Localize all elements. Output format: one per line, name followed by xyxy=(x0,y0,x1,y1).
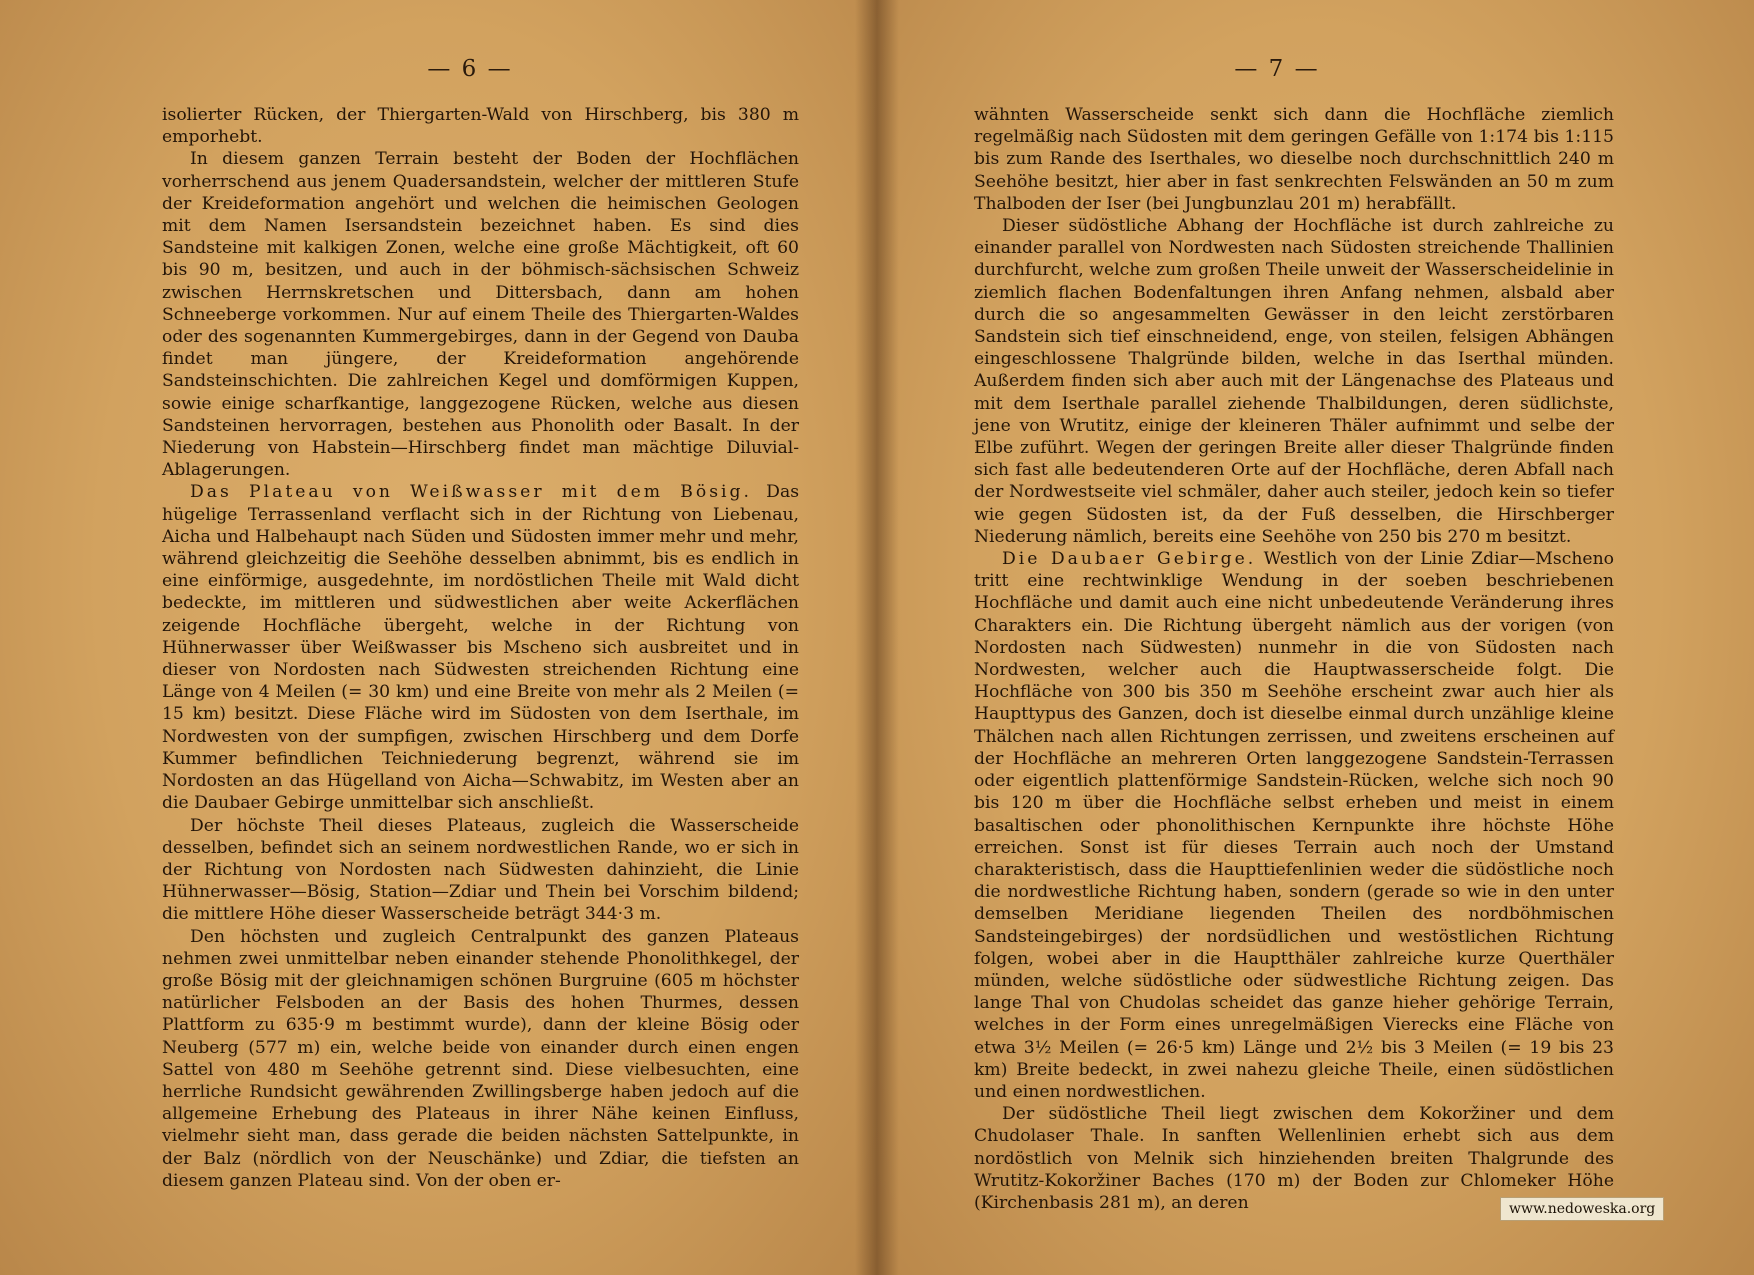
paragraph: Der südöstliche Theil liegt zwischen dem Kokoržiner und dem Chudolaser Thale. In sanften Wellenlinien erhebt sich aus dem nordöstlich von Melnik sich hinziehenden breiten Thalgrunde des Wrutitz-Kokoržiner Baches (170 m) der Boden zur Chlomeker Höhe (Kirchenbasis 281 m), an deren xyxy=(974,1104,1614,1213)
paragraph: wähnten Wasserscheide senkt sich dann die Hochfläche ziemlich regelmäßig nach Südosten mit dem geringen Gefälle von 1:174 bis 1:115 bis zum Rande des Iserthales, wo dieselbe noch durchschnittlich 240 m Seehöhe besitzt, hier aber in fast senkrechten Felswänden an 50 m zum Thalboden der Iser (bei Jungbunzlau 201 m) herabfällt. xyxy=(974,105,1614,214)
paragraph: isolierter Rücken, der Thiergarten-Wald von Hirschberg, bis 380 m emporhebt. xyxy=(162,105,799,148)
book-gutter xyxy=(855,0,899,1275)
paragraph-body: Westlich von der Linie Zdiar—Mscheno tritt eine rechtwinklige Wendung in der soeben beschriebenen Hochfläche und damit auch eine nicht unbedeutende Veränderung ihres Charakters ein. Die Richtung übergeht nämlich aus der vorigen (von Nordosten nach Südwesten) nunmehr in die von Südosten nach Nordwesten, welcher auch die Hauptwasserscheide folgt. Die Hochfläche von 300 bis 350 m Seehöhe erscheint zwar auch hier als Haupttypus des Ganzen, doch ist dieselbe einmal durch unzählige kleine Thälchen nach allen Richtungen zerrissen, und zweitens erscheinen auf der Hochfläche an mehreren Orten langgezogene Sandstein-Terrassen oder eigentlich plattenförmige Sandstein-Rücken, welche sich noch 90 bis 120 m über die Hochfläche selbst erheben und meist in einem basaltischen oder phonolithischen Kernpunkte ihre höchste Höhe erreichen. Sonst ist für dieses Terrain auch noch der Umstand charakteristisch, dass die Haupttiefenlinien weder die südöstliche noch die nordwestliche Richtung haben, sondern (gerade so wie in den unter demselben Meridiane liegenden Theilen des nordböhmischen Sandsteingebirges) der nordsüdlichen und westöstlichen Richtung folgen, wobei aber in die Hauptthäler zahlreiche kurze Querthäler münden, welche südöstliche oder südwestliche Richtung zeigen. Das lange Thal von Chudolas scheidet das ganze hieher gehörige Terrain, welches in der Form eines unregelmäßigen Vierecks eine Fläche von etwa 3½ Meilen (= 26·5 km) Länge und 2½ bis 3 Meilen (= 19 bis 23 km) Breite bedeckt, in zwei nahezu gleiche Theile, einen südöstlichen und einen nordwestlichen. xyxy=(974,549,1614,1102)
section-heading-dauba: Die Daubaer Gebirge. xyxy=(1002,549,1257,570)
section-heading-plateau: Das Plateau von Weißwasser mit dem Bösig. xyxy=(190,482,752,503)
paragraph-plateau xyxy=(162,481,799,814)
right-page-text xyxy=(974,104,1614,1214)
paragraph: Den höchsten und zugleich Centralpunkt des ganzen Plateaus nehmen zwei unmittelbar neben einander stehende Phonolithkegel, der große Bösig mit der gleichnamigen schönen Burgruine (605 m höchster natürlicher Felsboden an der Basis des hohen Thurmes, dessen Plattform zu 635·9 m bestimmt wurde), dann der kleine Bösig oder Neuberg (577 m) ein, welche beide von einander durch einen engen Sattel von 480 m Seehöhe getrennt sind. Diese vielbesuchten, eine herrliche Rundsicht gewährenden Zwillingsberge haben jedoch auf die allgemeine Erhebung des Plateaus in ihrer Nähe keinen Einfluss, vielmehr sieht man, dass gerade die beiden nächsten Sattelpunkte, in der Balz (nördlich von der Neuschänke) und Zdiar, die tiefsten an diesem ganzen Plateau sind. Von der oben er- xyxy=(162,926,799,1191)
paragraph: Dieser südöstliche Abhang der Hochfläche ist durch zahlreiche zu einander parallel von Nordwesten nach Südosten streichende Thallinien durchfurcht, welche zum großen Theile unweit der Wasserscheidelinie in ziemlich flachen Bodenfaltungen ihren Anfang nehmen, alsbald aber durch die so angesammelten Gewässer in den leicht zerstörbaren Sandstein sich tief einschneidend, enge, von steilen, felsigen Abhängen eingeschlossene Thalgründe bilden, welche in das Iserthal münden. Außerdem finden sich aber auch mit der Längenachse des Plateaus und mit dem Iserthale parallel ziehende Thalbildungen, deren südlichste, jene von Wrutitz, einige der kleineren Thäler aufnimmt und selbe der Elbe zuführt. Wegen der geringen Breite aller dieser Thalgründe finden sich fast alle bedeutenderen Orte auf der Hochfläche, deren Abfall nach der Nordwestseite viel schmäler, daher auch steiler, jedoch kein so tiefer wie gegen Südosten ist, da der Fuß desselben, die Hirschberger Niederung nämlich, bereits eine Seehöhe von 250 bis 270 m besitzt. xyxy=(974,216,1614,547)
page-number-right: — 7 — xyxy=(1234,56,1320,82)
left-page-text xyxy=(162,104,799,1192)
watermark-label: www.nedoweska.org xyxy=(1500,1197,1664,1221)
paragraph-dauba xyxy=(974,548,1614,1103)
paragraph: Der höchste Theil dieses Plateaus, zugleich die Wasserscheide desselben, befindet sich an seinem nordwestlichen Rande, wo er sich in der Richtung von Nordosten nach Südwesten dahinzieht, die Linie Hühnerwasser—Bösig, Station—Zdiar und Thein bei Vorschim bildend; die mittlere Höhe dieser Wasserscheide beträgt 344·3 m. xyxy=(162,815,799,925)
right-page xyxy=(877,0,1754,1275)
page-number-left: — 6 — xyxy=(427,56,513,82)
paragraph-body: Das hügelige Terrassenland verflacht sich in der Richtung von Liebenau, Aicha und Halbehaupt nach Süden und Südosten immer mehr und mehr, während gleichzeitig die Seehöhe desselben abnimmt, bis es endlich in eine einförmige, ausgedehnte, im nordöstlichen Theile mit Wald dicht bedeckte, im mittleren und südwestlichen aber weite Ackerflächen zeigende Hochfläche übergeht, welche in der Richtung von Hühnerwasser über Weißwasser bis Mscheno sich ausbreitet und in dieser von Nordosten nach Südwesten streichenden Richtung eine Länge von 4 Meilen (= 30 km) und eine Breite von mehr als 2 Meilen (= 15 km) besitzt. Diese Fläche wird im Südosten von dem Iserthale, im Nordwesten von der sumpfigen, zwischen Hirschberg und dem Dorfe Kummer befindlichen Teichniederung begrenzt, während sie im Nordosten an das Hügelland von Aicha—Schwabitz, im Westen aber an die Daubaer Gebirge unmittelbar sich anschließt. xyxy=(162,482,800,814)
paragraph: In diesem ganzen Terrain besteht der Boden der Hochflächen vorherrschend aus jenem Quadersandstein, welcher der mittleren Stufe der Kreideformation angehört und welchen die heimischen Geologen mit dem Namen Isersandstein bezeichnet haben. Es sind dies Sandsteine mit kalkigen Zonen, welche eine große Mächtigkeit, oft 60 bis 90 m, besitzen, und auch in der böhmisch-sächsischen Schweiz zwischen Herrnskretschen und Dittersbach, dann am hohen Schneeberge vorkommen. Nur auf einem Theile des Thiergarten-Waldes oder des sogenannten Kummergebirges, dann in der Gegend von Dauba findet man jüngere, der Kreideformation angehörende Sandsteinschichten. Die zahlreichen Kegel und domförmigen Kuppen, sowie einige scharfkantige, langgezogene Rücken, welche aus diesen Sandsteinen hervorragen, bestehen aus Phonolith oder Basalt. In der Niederung von Habstein—Hirschberg findet man mächtige Diluvial-Ablagerungen. xyxy=(162,149,799,481)
